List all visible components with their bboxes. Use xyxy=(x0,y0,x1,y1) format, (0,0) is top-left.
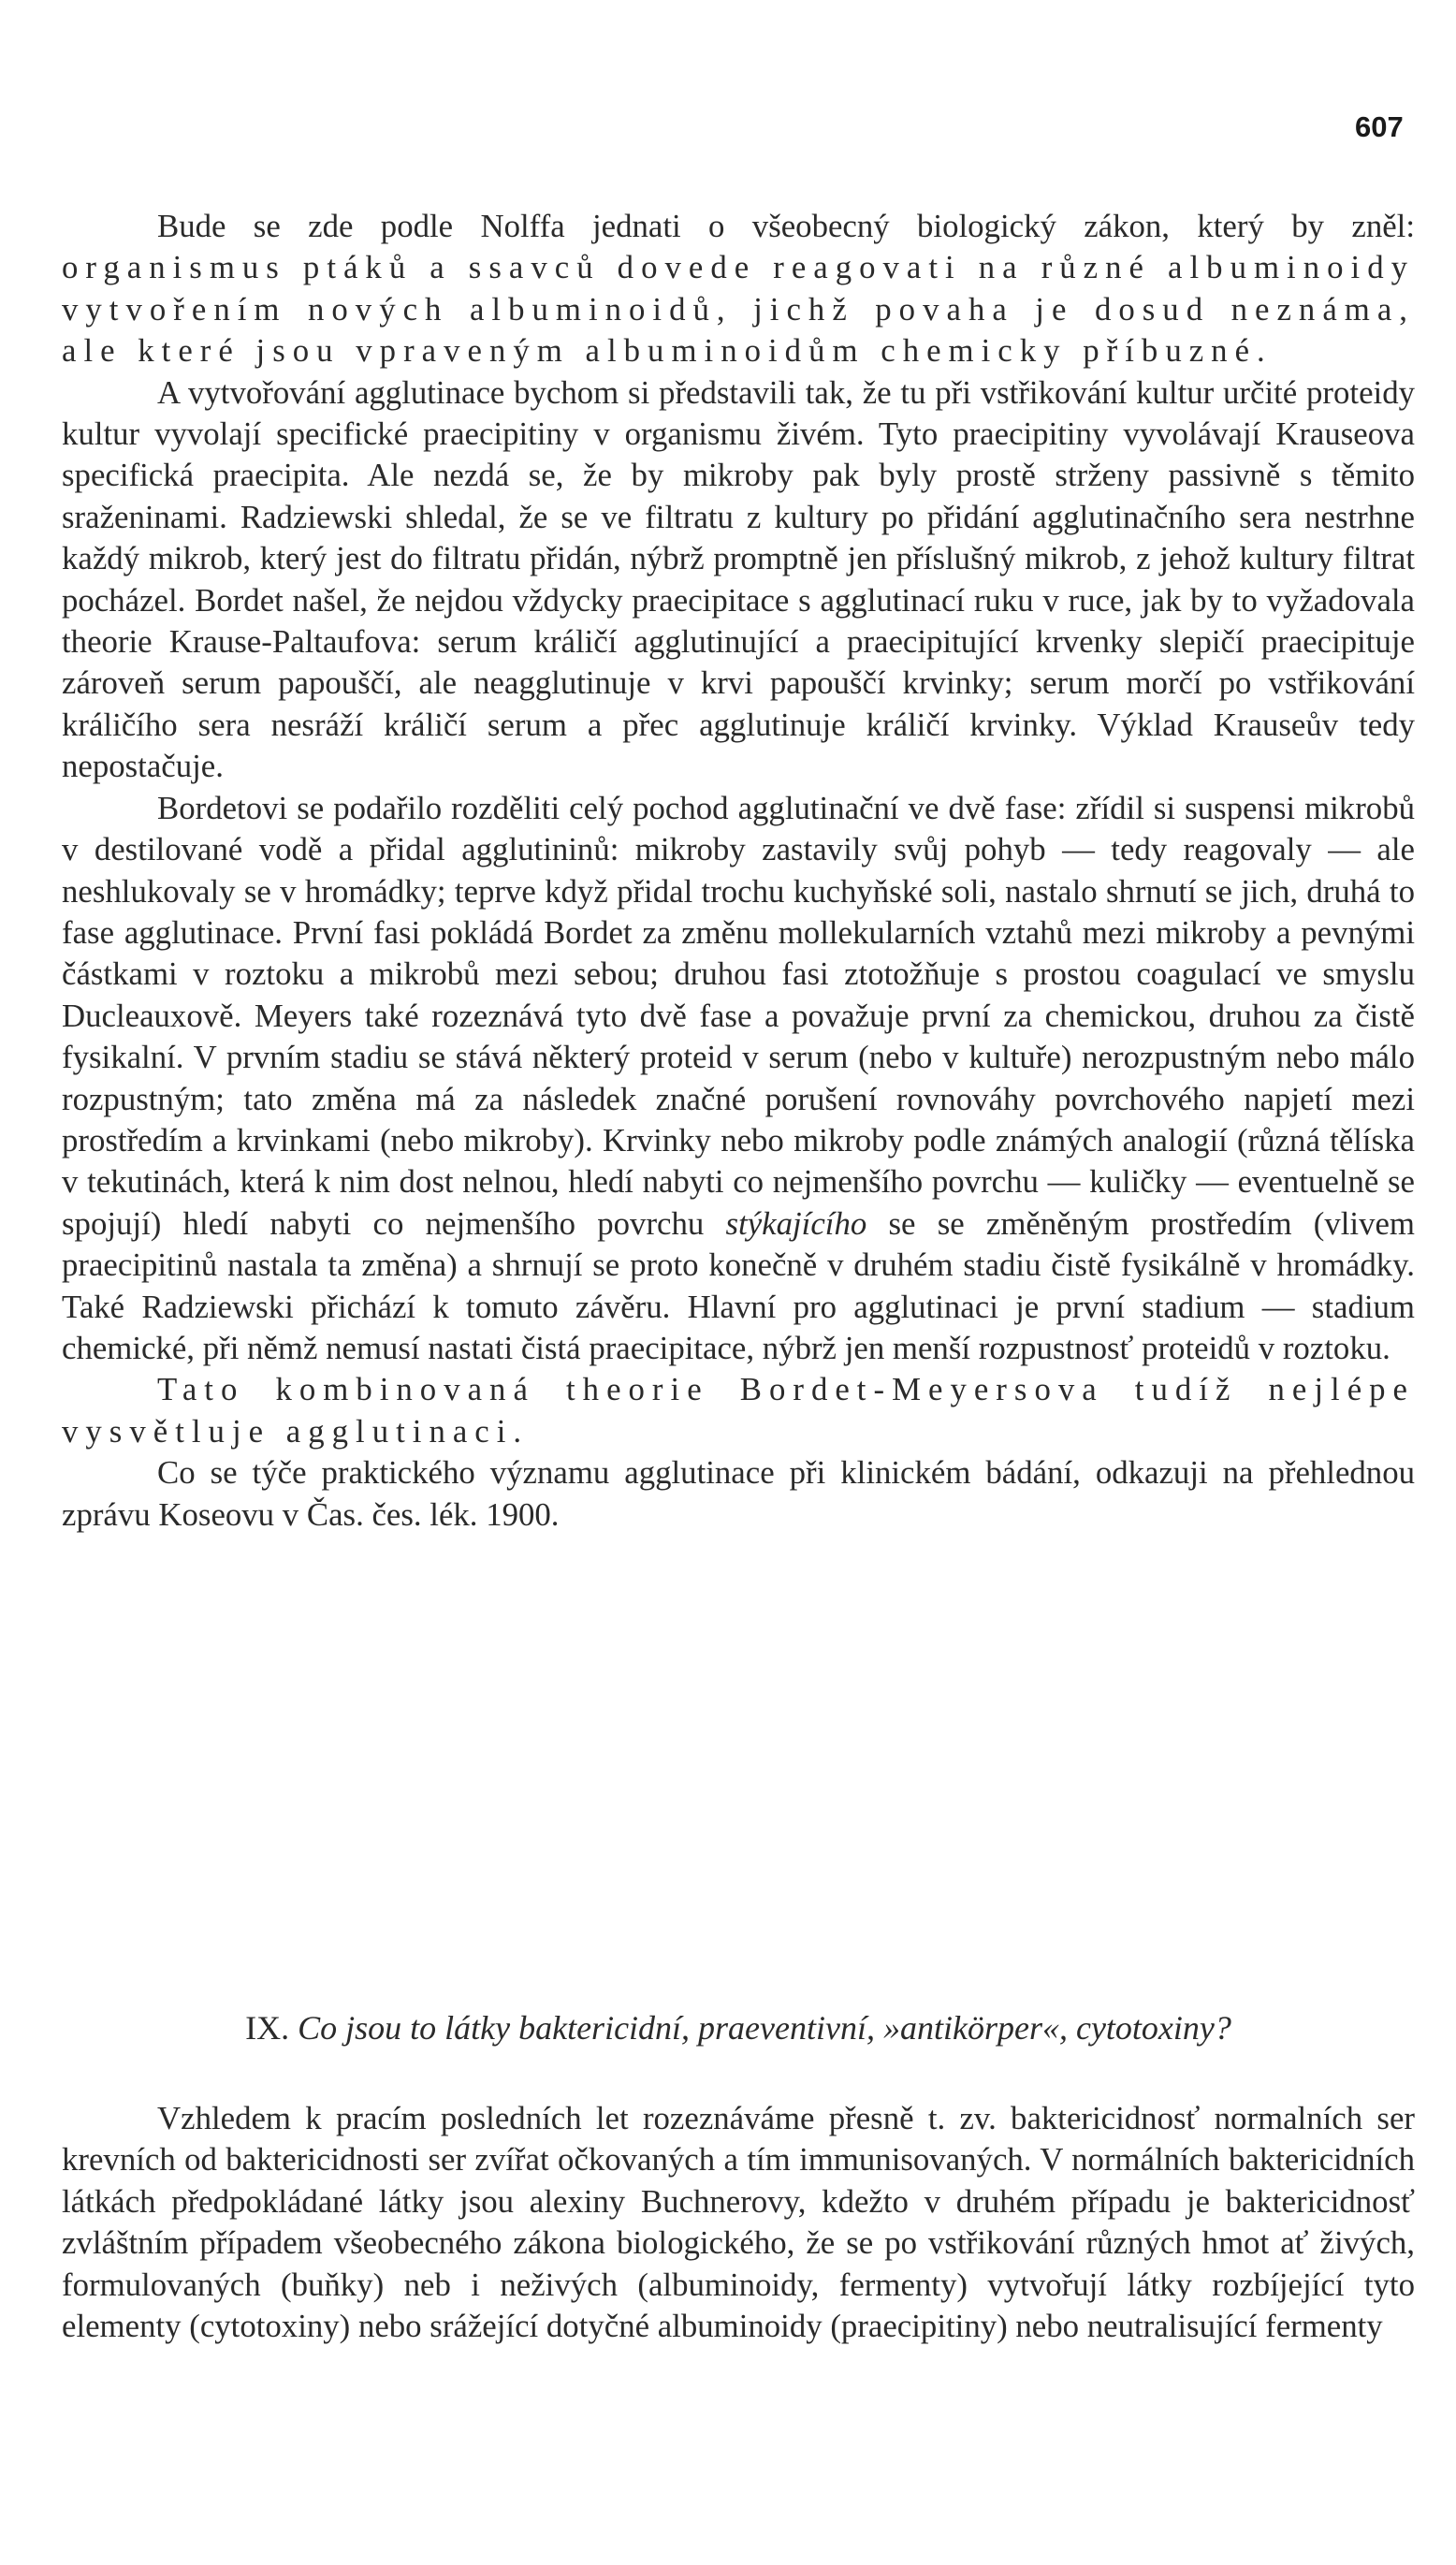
paragraph-1 xyxy=(62,206,1415,372)
page-number: 607 xyxy=(1355,110,1404,143)
section-title: Co jsou to látky baktericidní, praeventivní, »antikörper«, cytotoxiny? xyxy=(298,2009,1231,2047)
section-number: IX. xyxy=(245,2009,290,2047)
paragraph-3-tail: se se změněným prostředím (vlivem praecipitinů nastala ta změna) a shrnují se proto konečně v druhém stadiu čistě fysikálně v hromádky. Také Radziewski přichází k tomuto závěru. Hlavní pro agglutinaci je první stadium — stadium chemické, při němž nemusí nastati čistá praecipitace, nýbrž jen menší rozpustnosť proteidů v roztoku. xyxy=(62,1204,1415,1366)
paragraph-1-emphasis: organismus ptáků a ssavců dovede reagovati na různé albuminoidy vytvořením nových albuminoidů, jichž povaha je dosud neznáma, ale které jsou vpraveným albuminoidům chemicky příbuzné. xyxy=(62,249,1415,370)
main-text xyxy=(62,206,1415,1536)
paragraph-4: Tato kombinovaná theorie Bordet-Meyersova tudíž nejlépe vysvětluje agglutinaci. xyxy=(62,1371,1415,1450)
paragraph-3-text: Bordetovi se podařilo rozděliti celý pochod agglutinační ve dvě fase: zřídil si suspensi mikrobů v destilované vodě a přidal agglutininů: mikroby zastavily svůj pohyb — tedy reagovaly — ale neshlukovaly se v hromádky; teprve když přidal trochu kuchyňské soli, nastalo shrnutí se jich, druhá to fase agglutinace. První fasi pokládá Bordet za změnu mollekularních vztahů mezi mikroby a pevnými částkami v roztoku a mikrobů mezi sebou; druhou fasi ztotožňuje s prostou coagulací ve smyslu Ducleauxově. Meyers také rozeznává tyto dvě fase a považuje první za chemickou, druhou za čistě fysikalní. V prvním stadiu se stává některý proteid v serum (nebo v kultuře) nerozpustným nebo málo rozpustným; tato změna má za následek značné porušení rovnováhy povrchového napjetí mezi prostředím a krvinkami (nebo mikroby). Krvinky nebo mikroby podle známých analogií (různá tělíska v tekutinách, která k nim dost nelnou, hledí nabyti co nejmenšího povrchu — kuličky — eventuelně se spojují) hledí nabyti co nejmenšího povrchu xyxy=(62,789,1415,1242)
paragraph-1-lead: Bude se zde podle Nolffa jednati o všeobecný biologický zákon, který by zněl: xyxy=(157,208,1415,244)
section-paragraph-1: Vzhledem k pracím posledních let rozeznáváme přesně t. zv. baktericidnosť normalních ser krevních od baktericidnosti ser zvířat očkovaných a tím immunisovaných. V normálních baktericidních látkách předpokládané látky jsou alexiny Buchnerovy, kdežto v druhém případu je baktericidnosť zvláštním případem všeobecného zákona biologického, že se po vstřikování různých hmot ať živých, formulovaných (buňky) neb i neživých (albuminoidy, fermenty) vytvořují látky rozbíjející tyto elementy (cytotoxiny) nebo srážející dotyčné albuminoidy (praecipitiny) nebo neutralisující fermenty xyxy=(62,2100,1415,2345)
paragraph-2: A vytvořování agglutinace bychom si představili tak, že tu při vstřikování kultur určité proteidy kultur vyvolají specifické praecipitiny v organismu živém. Tyto praecipitiny vyvolávají Krauseova specifická praecipita. Ale nezdá se, že by mikroby pak byly prostě strženy passivně s těmito sraženinami. Radziewski shledal, že se ve filtratu z kultury po přidání agglutinačního sera nestrhne každý mikrob, který jest do filtratu přidán, nýbrž promptně jen příslušný mikrob, z jehož kultury filtrat pocházel. Bordet našel, že nejdou vždycky praecipitace s agglutinací ruku v ruce, jak by to vyžadovala theorie Krause-Paltaufova: serum králičí agglutinující a praecipitující krvenky slepičí praecipituje zároveň serum papouščí, ale neagglutinuje v krvi papouščí krvinky; serum morčí po vstřikování králičího sera nesráží králičí serum a přec agglutinuje králičí krvinky. Výklad Krauseův tedy nepostačuje. xyxy=(62,373,1415,785)
paragraph-5: Co se týče praktického významu agglutinace při klinickém bádání, odkazuji na přehlednou zprávu Koseovu v Čas. čes. lék. 1900. xyxy=(62,1454,1415,1533)
section-heading xyxy=(62,2006,1415,2049)
section-text xyxy=(62,2098,1415,2347)
paragraph-3-italic: stýkajícího xyxy=(725,1204,867,1242)
paragraph-3 xyxy=(62,788,1415,1370)
